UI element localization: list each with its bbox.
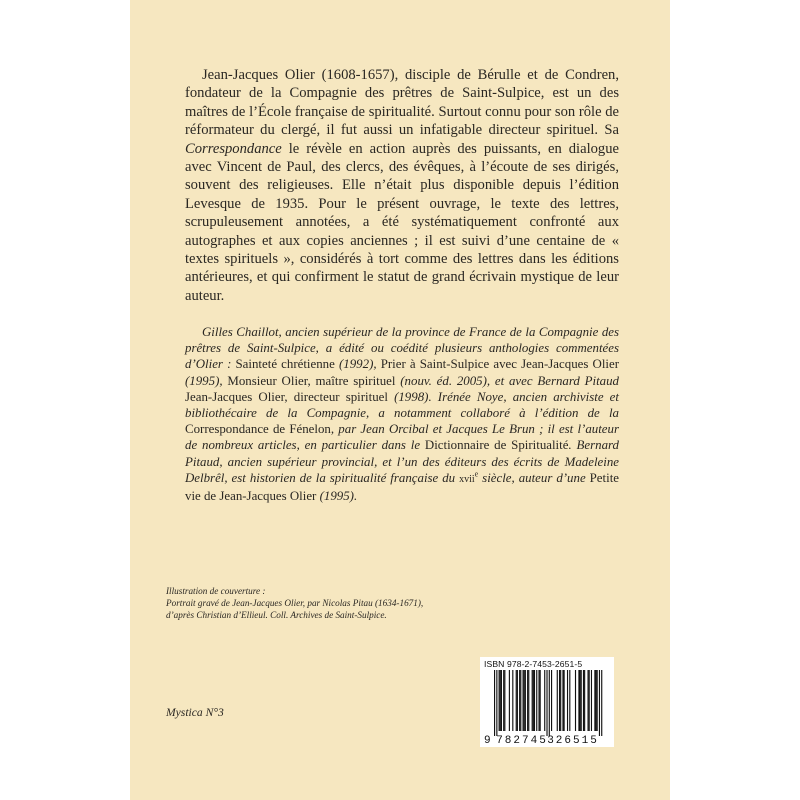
bio-text-3: (1995), [185, 373, 228, 388]
barcode-bar [504, 670, 505, 731]
barcode-bar [525, 670, 526, 731]
blurb-book-title: Correspondance [185, 140, 282, 157]
bio-title-3: Monsieur Olier, maître spirituel [227, 373, 396, 388]
barcode-bar [589, 670, 590, 731]
bio-text-6: , par Jean Orcibal et Jacques Le Brun ; il est l’auteur de nombreux articles, en particulier dans le [185, 422, 619, 453]
bio-title-1: Sainteté chrétienne [235, 357, 335, 372]
barcode [480, 657, 614, 747]
barcode-bar [536, 670, 537, 731]
barcode-bar [559, 670, 560, 731]
blurb-text-2: le révèle en action auprès des puissants, en dialogue avec Vincent de Paul, des clercs, des évêques, à l’écoute de ses dirigés, souvent des religieuses. Elle n’était plus disponible depuis l’édition Levesque de 1935. Pour le présent ouvrage, le texte des lettres, scrupuleusement annotées, a été systématiquement confronté aux autographes et aux copies anciennes ; il est suivi d’une centaine de « textes spirituels », considérés à tort comme des lettres dans les éditions antérieures, et qui confirment le statut de grand écrivain mystique de leur auteur. [185, 140, 619, 304]
barcode-bar [519, 670, 520, 731]
bio-century-sup: e [474, 469, 479, 479]
barcode-bar [520, 670, 521, 731]
barcode-bar [496, 670, 497, 736]
barcode-bar [575, 670, 576, 731]
barcode-bar [533, 670, 534, 731]
barcode-bar [567, 670, 568, 731]
barcode-bar [601, 670, 602, 736]
barcode-bar [528, 670, 529, 731]
barcode-bar [562, 670, 563, 731]
barcode-bar [524, 670, 525, 731]
barcode-bars [494, 670, 602, 736]
barcode-bar [500, 670, 501, 731]
authors-bio-paragraph [185, 324, 619, 504]
bio-title-2: Prier à Saint-Sulpice avec Jean-Jacques Olier [380, 357, 619, 372]
bio-text-5: (1998). Irénée Noye, ancien archiviste et bibliothécaire de la Compagnie, a notamment collaboré à l’édition de la [185, 389, 619, 421]
credits-line-2: Portrait gravé de Jean-Jacques Olier, par Nicolas Pitau (1634-1671), [166, 598, 424, 609]
isbn-label: ISBN 978-2-7453-2651-5 [484, 659, 583, 669]
barcode-bar [501, 670, 502, 731]
barcode-bar [503, 670, 504, 731]
barcode-bar [534, 670, 535, 731]
bio-text-8: siècle, auteur d’une [478, 470, 590, 485]
bio-text-9: (1995). [316, 489, 358, 504]
barcode-lead-digit: 9 [484, 735, 491, 747]
barcode-bar [540, 670, 541, 731]
barcode-bar [549, 670, 550, 736]
barcode-bar [595, 670, 596, 731]
barcode-bar [499, 670, 500, 731]
blurb-text-1: Jean-Jacques Olier (1608-1657), disciple de Bérulle et de Condren, fondateur de la Compagnie des prêtres de Saint-Sulpice, est un des maîtres de l’École française de spiritualité. Surtout connu pour son rôle de réformateur du clergé, il fut aussi un infatigable directeur spirituel. Sa [185, 67, 619, 139]
barcode-bar [557, 670, 558, 731]
bio-title-4: Jean-Jacques Olier, directeur spirituel [185, 389, 388, 404]
barcode-bar [544, 670, 545, 731]
barcode-bar [599, 670, 600, 736]
barcode-bar [560, 670, 561, 731]
cover-illustration-credits [166, 585, 566, 622]
barcode-bar [494, 670, 495, 736]
blurb-paragraph [185, 66, 619, 305]
isbn-barcode-block [480, 657, 614, 747]
barcode-bar [546, 670, 547, 736]
barcode-bar [538, 670, 539, 731]
barcode-bar [594, 670, 595, 731]
barcode-bar [527, 670, 528, 731]
barcode-bar [564, 670, 565, 731]
barcode-bar [517, 670, 518, 731]
barcode-bar [581, 670, 582, 731]
barcode-bar [584, 670, 585, 731]
barcode-bar [597, 670, 598, 731]
bio-text-4: (nouv. éd. 2005), et avec Bernard Pitaud [395, 373, 619, 388]
barcode-bar [587, 670, 588, 731]
barcode-bar [516, 670, 517, 731]
bio-text-2: (1992), [334, 357, 381, 372]
barcode-bar [512, 670, 513, 731]
barcode-bar [551, 670, 552, 731]
barcode-bar [569, 670, 570, 731]
barcode-bar [580, 670, 581, 731]
barcode-bar [523, 670, 524, 731]
bio-text-7: . Bernard Pitaud, ancien supérieur provincial, et l’un des éditeurs des écrits de Madeleine Delbrêl, est historien de la spiritualité française du [185, 438, 619, 485]
bio-text-1: Gilles Chaillot, ancien supérieur de la province de France de la Compagnie des prêtres de Saint-Sulpice, a édité ou coédité plusieurs anthologies commentées d’Olier : [185, 325, 619, 372]
series-label: Mystica N°3 [166, 706, 224, 719]
bio-title-8: Petite vie de Jean-Jacques Olier [185, 470, 619, 504]
barcode-bar [509, 670, 510, 731]
barcode-right-digits: 326515 [547, 735, 599, 747]
barcode-bar [583, 670, 584, 731]
bio-century: xvii [459, 473, 475, 485]
barcode-left-digits: 782745 [496, 735, 548, 747]
barcode-bar [591, 670, 592, 731]
barcode-bar [532, 670, 533, 731]
credits-line-3: d’après Christian d’Ellieul. Coll. Archives de Saint-Sulpice. [166, 610, 387, 621]
bio-title-5: Correspondance de Fénelon [185, 422, 331, 437]
credits-line-1: Illustration de couverture : [166, 586, 266, 596]
barcode-bar [578, 670, 579, 731]
bio-title-6: Dictionnaire de Spiritualité [424, 438, 569, 453]
